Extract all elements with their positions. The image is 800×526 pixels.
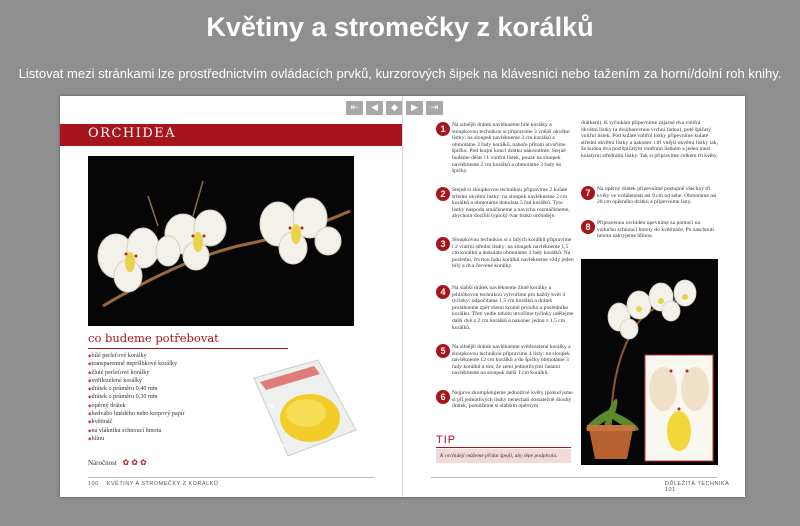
potted-orchid-photo	[581, 259, 718, 465]
tip-rule	[436, 447, 571, 448]
home-button[interactable]: ◆	[386, 101, 403, 115]
difficulty-rating	[88, 458, 147, 467]
divider	[88, 348, 288, 349]
materials-heading: co budeme potřebovat	[88, 331, 219, 345]
page-title: Květiny a stromečky z korálků	[206, 12, 594, 42]
beads-bag-photo	[248, 358, 360, 458]
left-footer	[88, 481, 218, 487]
difficulty-stars: ✿ ✿ ✿	[122, 458, 147, 467]
orchid-photo	[88, 156, 354, 326]
first-page-button[interactable]: ⇤	[346, 101, 363, 115]
list-item: ◆ transparentně nepršlbkové korálky	[88, 360, 185, 368]
step-text: Na silnější drátek navlékneme světlezelené korálky a sloupkovou technikou připravíme 4 listy: na sloupek navlékneme 12 cm korálků a do špičky obmotáme 3 řady korálků a tím, že zemi jednotlivými řadami navlékneme na sloupek další 1 cm korálků.	[452, 344, 571, 377]
list-item: ◆ hedvábo hnědého nebo krepový papír	[88, 410, 185, 418]
step-text: Na opěrný drátek připevníme postupně všechny tři květy ve vzdálenosti asi 9 cm od sebe. Obmotáme asi 20 cm opěrného drátku a připevníme listy.	[597, 186, 717, 206]
flipbook[interactable]	[60, 96, 745, 497]
list-item: ◆ drátek o průměru 0,40 mm	[88, 385, 185, 393]
last-page-button[interactable]: ⇥	[426, 101, 443, 115]
step-number: 4	[436, 285, 450, 299]
footer-title: DŮLEŽITÁ TECHNIKA	[665, 481, 730, 487]
list-item: ◆ opěrný drátek	[88, 402, 185, 410]
list-item: ◆ světlezelené korálky	[88, 377, 185, 385]
right-footer	[665, 481, 745, 493]
list-item: ◆ hlínu	[88, 435, 185, 443]
step-number: 3	[436, 237, 450, 251]
tip-heading: TIP	[436, 434, 457, 446]
step-text: Stejně si sloupkovou technikou připravíme 2 kulaté střední okvětní lístky: na sloupek navlékneme 2 cm korálků a obmotáme dokulata 5 řad korálků. Tyto lístky naspodu smáčkneme a navrchu rozmáčkneme, abychom docílili typický tvar lístků orchideje.	[452, 187, 570, 220]
prev-page-button[interactable]: ◀	[366, 101, 383, 115]
step-number: 2	[436, 187, 450, 201]
step-text: Nejprve zkompletujeme jednotlivé květy (pokud jsme si při jednotlivých lístky nenechali dostatečně dlouhý drátek, pomůžeme si slabším opěrným	[452, 390, 573, 410]
list-item: ◆ bílé perleťové korálky	[88, 352, 185, 360]
step-text: Připravenou orchideu upevníme za pomoci na vzduchu schnoucí hmoty do květináče. Po zaschnutí hmotu zakryjeme hlínou.	[597, 220, 714, 240]
footer-rule	[88, 477, 374, 478]
step-text: Sloupkovou technikou si z bílých korálků připravíme i 2 vnitřní střední lístky: na sloupek navlékneme 1,5 cm korálků a dokulata obmotáme 3 řady korálků. Na posledni, čtvrtou řadu korálků navlékneme vždy jeden bílý a dva červené korálky.	[452, 237, 574, 270]
step-number: 6	[436, 390, 450, 404]
footer-rule	[431, 477, 717, 478]
page-number: 100	[88, 481, 99, 487]
difficulty-label: Náročnost	[88, 459, 117, 467]
list-item: ◆ drátek o průměru 0,30 mm	[88, 393, 185, 401]
step-text-continued: drátkem). K tyčinkám připevníme zajarné dva vnitřní okvětní lístky (a dvojbarevnou vrchní řadou), poté špičatý vnitřní lístek. Pod kulaté vnitřní lístky připevníme kulaté střední okvětní lístky a nakonec i tři vnější okvětní lístky tak, že budou dva pod špičatým vnitřním lístkem a jeden mezi kulatými středními lístky. Tak si připravíme celkem tři květy.	[581, 120, 718, 159]
materials-list	[88, 352, 185, 443]
step-number: 7	[581, 186, 595, 200]
step-text: Na slabší drátek navlékneme žluté korálky a jehlíčkovou technikou vytvoříme pro každý květ 4 tyčinky: odpočítáme 1,5 cm korálků a drátek protáhneme zpět všemi kromě prvního a posledního korálku. Třetí vedle tohoto utvoříme tyčinky udělejme další dvě z 2 cm korálků a nakonec jednu z 1,5 cm korálků.	[452, 285, 574, 331]
footer-title: KVĚTINY A STROMEČKY Z KORÁLKŮ	[106, 481, 219, 487]
list-item: ◆ žluté perleťové korálky	[88, 369, 185, 377]
page-number: 101	[665, 487, 676, 493]
step-number: 5	[436, 344, 450, 358]
step-number: 1	[436, 122, 450, 136]
next-page-button[interactable]: ▶	[406, 101, 423, 115]
list-item: ◆ květináč	[88, 418, 185, 426]
right-page[interactable]	[403, 96, 745, 497]
section-title-bar	[60, 124, 402, 146]
list-item: ◆ na vlákniku schnoucí hmotu	[88, 427, 185, 435]
page-instructions: Listovat mezi stránkami lze prostřednictvím ovládacích prvků, kurzorových šipek na klávesnici nebo tažením za horní/dolní roh knihy.	[18, 66, 782, 81]
step-number: 8	[581, 220, 595, 234]
tip-box: K orchideji můžeme přidat špejli, aby lépe podpírala.	[436, 449, 571, 463]
left-page[interactable]	[60, 96, 402, 497]
section-title: ORCHIDEA	[88, 126, 177, 141]
step-text: Na silnější drátek navlékneme bílé korálky a sloupkovou technikou si připravíme 3 vnější okvětní lístky: na sloupek navlékneme 3 cm korálků a obmotáme 3 řady korálků, nahoře přitom utvoříme špičku. Pod krajní konci drátku nakroutíme. Stejně budeme dělat i 1 vnitřní lístek, pouze na sloupek navlékneme 2 cm korálků a obmotáme 3 řady do špičky.	[452, 122, 570, 175]
